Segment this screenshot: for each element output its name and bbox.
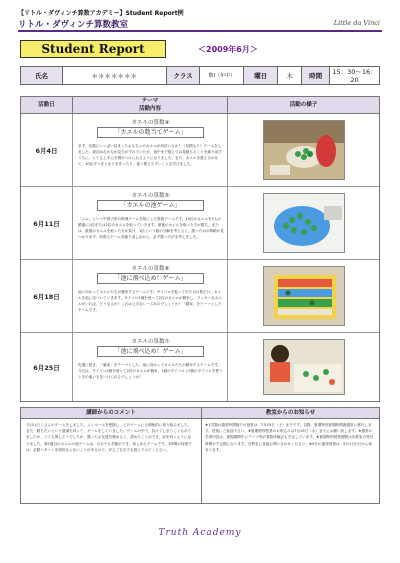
activity-photo bbox=[263, 120, 345, 180]
activity-content bbox=[73, 260, 228, 332]
activity-subtitle: 「カエルの数当てゲーム」 bbox=[97, 127, 204, 138]
activity-subtitle: 「カエルの池ゲーム」 bbox=[97, 200, 204, 211]
activity-photo bbox=[263, 339, 345, 395]
announcement-title: 教室からのお知らせ bbox=[202, 408, 379, 419]
activity-date: 6月18日 bbox=[21, 260, 73, 332]
brand-logo-text: Little da Vinci bbox=[333, 19, 380, 27]
header-theme bbox=[73, 97, 228, 113]
activity-content bbox=[73, 114, 228, 186]
day-label: 曜日 bbox=[244, 67, 278, 85]
teacher-comment: 今月はたくさんのゲームをしました。よくルールを把握し、どのゲームにも積極的に取り組みました。また、勝ちたいという意識を持って、ゲームをしていました。ゲームの中で、負けてしまうこともありましたが、とても悔しそうでしたが、勝ったお友達を褒めると、認めたことができ、前を向くようになりました。第2週目のカエルの池ゲームは、自分でも手順ができ、楽しめるゲームです。1時間の授業では、必勝パターンを明快ならないことがあるので、ぜひご自宅でも遊んでみてください。 bbox=[26, 423, 192, 452]
activity-content bbox=[73, 187, 228, 259]
time-value: 15：30〜16：20 bbox=[330, 67, 380, 85]
student-info-table bbox=[20, 66, 380, 85]
school-name: リトル・ダヴィンチ算数教室 bbox=[18, 20, 128, 30]
time-label: 時間 bbox=[302, 67, 330, 85]
header-photo: 活動の様子 bbox=[289, 102, 318, 108]
bottom-section bbox=[20, 407, 380, 504]
class-label: クラス bbox=[166, 67, 200, 85]
school-header bbox=[18, 17, 382, 32]
activity-subtitle: 「池に飛べ込め！ゲーム」 bbox=[97, 273, 204, 284]
activity-text: まず、容器にいっぱい詰まったおもちゃのカエルが何匹いるか？（見積もり）ゲームをしました。最初はなかなか見当がずれていたが、途中まで数えては見積もることを繰り返すうちに、とても上手に予測がつけられるようになりました。また、カエルを数え合わせて、10匹ずつまとまりを作ったり、違う数えやすいことを学びました。 bbox=[78, 144, 222, 166]
header-date: 活動日 bbox=[21, 97, 73, 113]
activity-row bbox=[21, 187, 379, 260]
announcement-text: ★1学期の通常時間割での授業は、7月25日（土）までです。以降、夏期特別夏期時間割通常に移行します。授業にご参加下さい。★夏期特別授業のお申込みは7月15日（水）までにお願い致します。★通常の学習内容は、夏期期間中にテーマ別の算数体験会も予定しています。★夏期特別授業期間は各教室の受付時間が不定期になります。各教室に直接お問い合わせください。★9月の通常授業は、9月1日(火)から始まります。 bbox=[205, 423, 374, 452]
activity-theme: カエルの算数⑤ bbox=[131, 193, 170, 199]
bottom-divider bbox=[201, 408, 202, 503]
activity-content bbox=[73, 333, 228, 401]
activity-date: 6月25日 bbox=[21, 333, 73, 401]
activity-text: 「ニム」という中国古来の推理ゲームを基にした算数ゲームです。10匹のカエルを2人が順番に1匹または2匹のカエルを取っていきます。最後のカエルを取った方が勝ち。または、最後のカエルを取った方が負け。1匹という数の分解を考えると、勝つための戦略が見つかります。何度もゲームを繰り返しながら、必ず勝つ方法を考えました。 bbox=[78, 217, 224, 239]
class-value: 数Ⅰ（年中） bbox=[200, 67, 244, 85]
activity-row bbox=[21, 333, 379, 401]
report-month: ＜2009年6月＞ bbox=[198, 45, 258, 54]
report-title: Student Report bbox=[20, 40, 166, 58]
activity-theme: カエルの算数⑦ bbox=[131, 339, 170, 345]
day-value: 木 bbox=[278, 67, 302, 85]
header-theme-label: テーマ bbox=[141, 98, 159, 104]
footer-logo: Truth Academy bbox=[158, 528, 242, 538]
activity-photo bbox=[263, 266, 345, 326]
name-value: ＊＊＊＊＊＊＊ bbox=[62, 67, 166, 85]
activity-row bbox=[21, 260, 379, 333]
activity-theme: カエルの算数⑥ bbox=[131, 266, 170, 272]
activity-date: 6月11日 bbox=[21, 187, 73, 259]
activity-theme: カエルの算数④ bbox=[131, 120, 170, 126]
activity-date: 6月4日 bbox=[21, 114, 73, 186]
activity-table-header bbox=[21, 97, 379, 114]
name-label: 氏名 bbox=[21, 67, 63, 85]
activity-row bbox=[21, 114, 379, 187]
activity-photo bbox=[263, 193, 345, 253]
top-caption: 【リトル・ダヴィンチ算数アカデミー】Student Report例 bbox=[18, 10, 184, 17]
activity-text: 池に向かってカエルたちが競争するゲームです。サイコロを振って出た目の数だけ、カエルを池に近づいていきます。サイコロ1個を使って2匹のカエルが競争し、ラッキーなカエルがいれば、どうなるか？これは公平なレースなのでしょうか？「確率」をテーマとしたゲームです。 bbox=[78, 290, 222, 312]
activity-text: 先週に続き、「確率」をテーマとした、池に向かってカエルたちが競争するゲームです。今日は、サイコロ2個を使って2匹のカエルが競争。1個のサイコロと2個のサイコロを使うときの違いを見つけられるでしょうか？ bbox=[78, 363, 223, 379]
header-content-label: 活動内容 bbox=[138, 106, 161, 112]
activity-subtitle: 「池に飛べ込め！ゲーム」 bbox=[97, 346, 204, 357]
activity-table bbox=[20, 96, 380, 402]
teacher-comment-title: 講師からのコメント bbox=[21, 408, 201, 419]
